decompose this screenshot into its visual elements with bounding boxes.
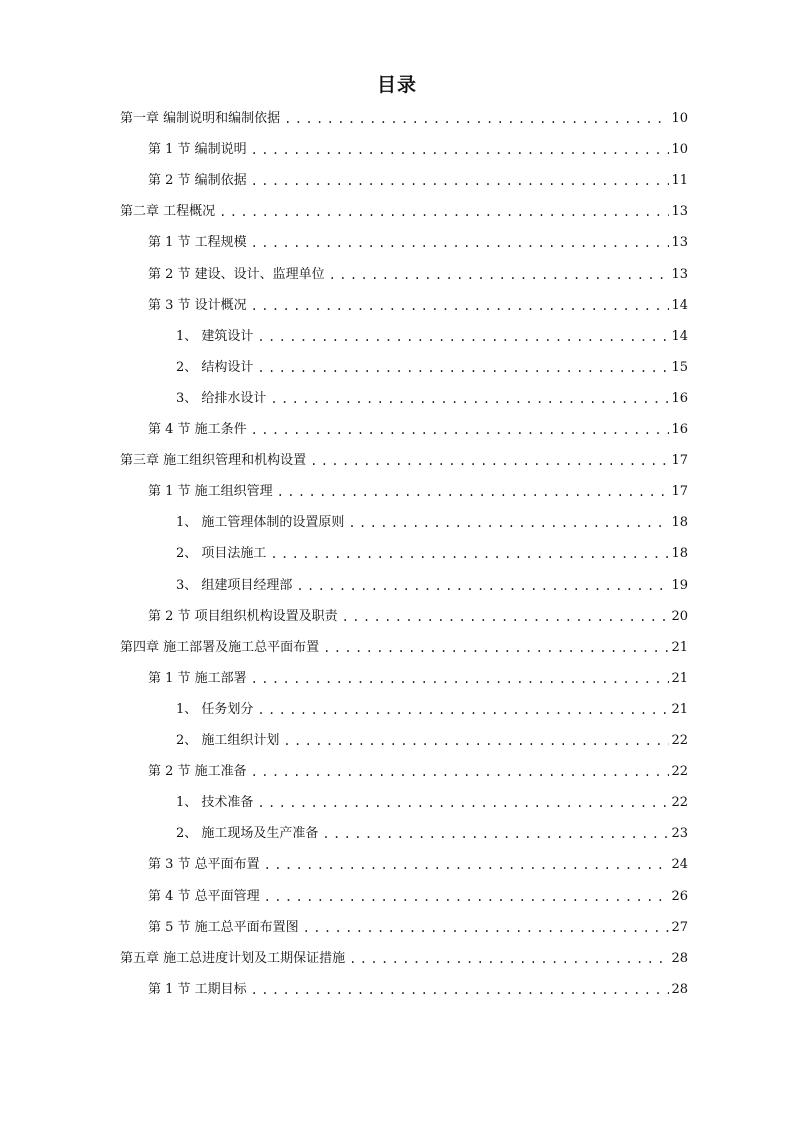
dot-leader [251, 172, 670, 190]
dot-leader [310, 452, 669, 470]
toc-entry-title: 第 1 节 工期目标 [148, 981, 247, 997]
toc-entry-page-number: 28 [671, 950, 688, 966]
toc-entry-title: 3、 给排水设计 [176, 390, 267, 406]
toc-entry-page-number: 24 [671, 857, 688, 873]
toc-entry[interactable] [120, 448, 688, 470]
toc-entry[interactable] [120, 946, 688, 968]
toc-entry-title: 第 2 节 建设、设计、监理单位 [148, 266, 325, 282]
dot-leader [264, 856, 670, 874]
toc-entry-page-number: 22 [671, 733, 688, 748]
toc-entry[interactable] [148, 417, 688, 439]
toc-entry-page-number: 13 [671, 266, 688, 282]
toc-entry-title: 3、 组建项目经理部 [176, 577, 293, 593]
dot-leader [251, 421, 670, 439]
toc-entry-title: 第 2 节 项目组织机构设置及职责 [148, 608, 338, 624]
toc-entry[interactable] [148, 230, 688, 252]
toc-entry-page-number: 13 [671, 204, 688, 220]
dot-leader [270, 545, 669, 563]
dot-leader [251, 981, 670, 999]
toc-entry[interactable] [120, 106, 688, 128]
dot-leader [284, 110, 669, 128]
dot-leader [323, 639, 669, 657]
dot-leader [219, 203, 669, 221]
toc-entry[interactable] [148, 293, 688, 315]
toc-entry[interactable] [176, 386, 688, 408]
toc-entry-title: 第一章 编制说明和编制依据 [120, 111, 281, 126]
dot-leader [270, 390, 669, 408]
toc-entry-title: 第 1 节 工程规模 [148, 235, 247, 251]
dot-leader [251, 763, 670, 781]
toc-entry[interactable] [148, 884, 688, 906]
toc-entry[interactable] [176, 821, 688, 843]
toc-entry[interactable] [148, 915, 688, 937]
toc-entry-title: 第 4 节 总平面管理 [148, 888, 260, 904]
dot-leader [251, 297, 670, 315]
toc-entry[interactable] [148, 977, 688, 999]
toc-entry-page-number: 18 [671, 546, 688, 562]
toc-entry-title: 1、 任务划分 [176, 701, 254, 717]
toc-entry-page-number: 17 [671, 453, 688, 469]
toc-entry-title: 2、 施工现场及生产准备 [176, 826, 319, 842]
dot-leader [264, 888, 670, 906]
dot-leader [257, 359, 669, 377]
toc-entry-page-number: 22 [671, 795, 688, 811]
toc-entry[interactable] [148, 604, 688, 626]
toc-entry-page-number: 10 [671, 142, 688, 158]
dot-leader [277, 483, 670, 501]
dot-leader [348, 514, 669, 532]
toc-entry-page-number: 23 [671, 826, 688, 842]
toc-entry[interactable] [176, 728, 688, 750]
toc-entry-title: 2、 结构设计 [176, 359, 254, 375]
dot-leader [322, 825, 669, 843]
toc-entry[interactable] [148, 852, 688, 874]
dot-leader [257, 701, 669, 719]
toc-entry-title: 第四章 施工部署及施工总平面布置 [120, 639, 320, 655]
toc-entry-title: 第三章 施工组织管理和机构设置 [120, 453, 307, 469]
toc-entry-page-number: 28 [671, 981, 688, 997]
dot-leader [251, 234, 670, 252]
toc-entry-page-number: 21 [671, 701, 688, 717]
toc-entry-title: 1、 施工管理体制的设置原则 [176, 515, 345, 531]
toc-entry[interactable] [148, 666, 688, 688]
toc-entry-title: 第 2 节 编制依据 [148, 173, 247, 189]
toc-entry-title: 1、 技术准备 [176, 795, 254, 811]
dot-leader [283, 732, 669, 750]
toc-entry-page-number: 16 [671, 422, 688, 437]
toc-entry-title: 第 5 节 施工总平面布置图 [148, 919, 299, 935]
toc-entry[interactable] [176, 573, 688, 595]
dot-leader [251, 141, 670, 159]
toc-entry-page-number: 15 [671, 359, 688, 375]
toc-entry[interactable] [148, 479, 688, 501]
toc-entry-title: 第 3 节 设计概况 [148, 297, 247, 313]
toc-entry[interactable] [176, 324, 688, 346]
toc-entry-title: 2、 施工组织计划 [176, 733, 280, 748]
toc-entry-page-number: 21 [671, 670, 688, 686]
toc-entry-title: 第二章 工程概况 [120, 204, 216, 220]
toc-entry[interactable] [176, 355, 688, 377]
toc-entry-title: 第 1 节 编制说明 [148, 142, 247, 158]
toc-entry[interactable] [148, 168, 688, 190]
dot-leader [342, 608, 670, 626]
toc-entry-page-number: 13 [671, 235, 688, 251]
toc-entry[interactable] [148, 262, 688, 284]
toc-entry-page-number: 10 [671, 111, 688, 126]
toc-entry-page-number: 20 [671, 608, 688, 624]
toc-entry-page-number: 22 [671, 764, 688, 780]
dot-leader [329, 266, 670, 284]
toc-entry-page-number: 19 [671, 577, 688, 593]
toc-entry-title: 第 1 节 施工组织管理 [148, 484, 273, 500]
dot-leader [257, 794, 669, 812]
toc-entry[interactable] [148, 759, 688, 781]
toc-entry-page-number: 21 [671, 639, 688, 655]
toc-entry-page-number: 16 [671, 390, 688, 406]
toc-entry[interactable] [176, 790, 688, 812]
toc-entry-page-number: 26 [671, 888, 688, 904]
toc-entry-page-number: 11 [671, 173, 688, 189]
toc-entry-title: 第 1 节 施工部署 [148, 670, 247, 686]
toc-entry-title: 第五章 施工总进度计划及工期保证措施 [120, 950, 346, 966]
toc-entry-page-number: 14 [671, 297, 688, 313]
dot-leader [257, 328, 669, 346]
toc-entry[interactable] [176, 697, 688, 719]
toc-title: 目录 [376, 74, 417, 96]
toc-entry-page-number: 18 [671, 515, 688, 531]
dot-leader [349, 950, 669, 968]
toc-entry[interactable] [148, 137, 688, 159]
toc-entry[interactable] [120, 199, 688, 221]
dot-leader [251, 670, 670, 688]
toc-entry[interactable] [120, 635, 688, 657]
dot-leader [296, 577, 669, 595]
toc-entry[interactable] [176, 510, 688, 532]
toc-entry-title: 第 4 节 施工条件 [148, 422, 247, 437]
toc-entry[interactable] [176, 541, 688, 563]
toc-entry-title: 第 3 节 总平面布置 [148, 857, 260, 873]
toc-entry-page-number: 27 [671, 919, 688, 935]
toc-entry-title: 第 2 节 施工准备 [148, 764, 247, 780]
dot-leader [303, 919, 670, 937]
toc-entry-page-number: 14 [671, 328, 688, 344]
toc-entry-title: 2、 项目法施工 [176, 546, 267, 562]
toc-entry-page-number: 17 [671, 484, 688, 500]
toc-entry-title: 1、 建筑设计 [176, 328, 254, 344]
